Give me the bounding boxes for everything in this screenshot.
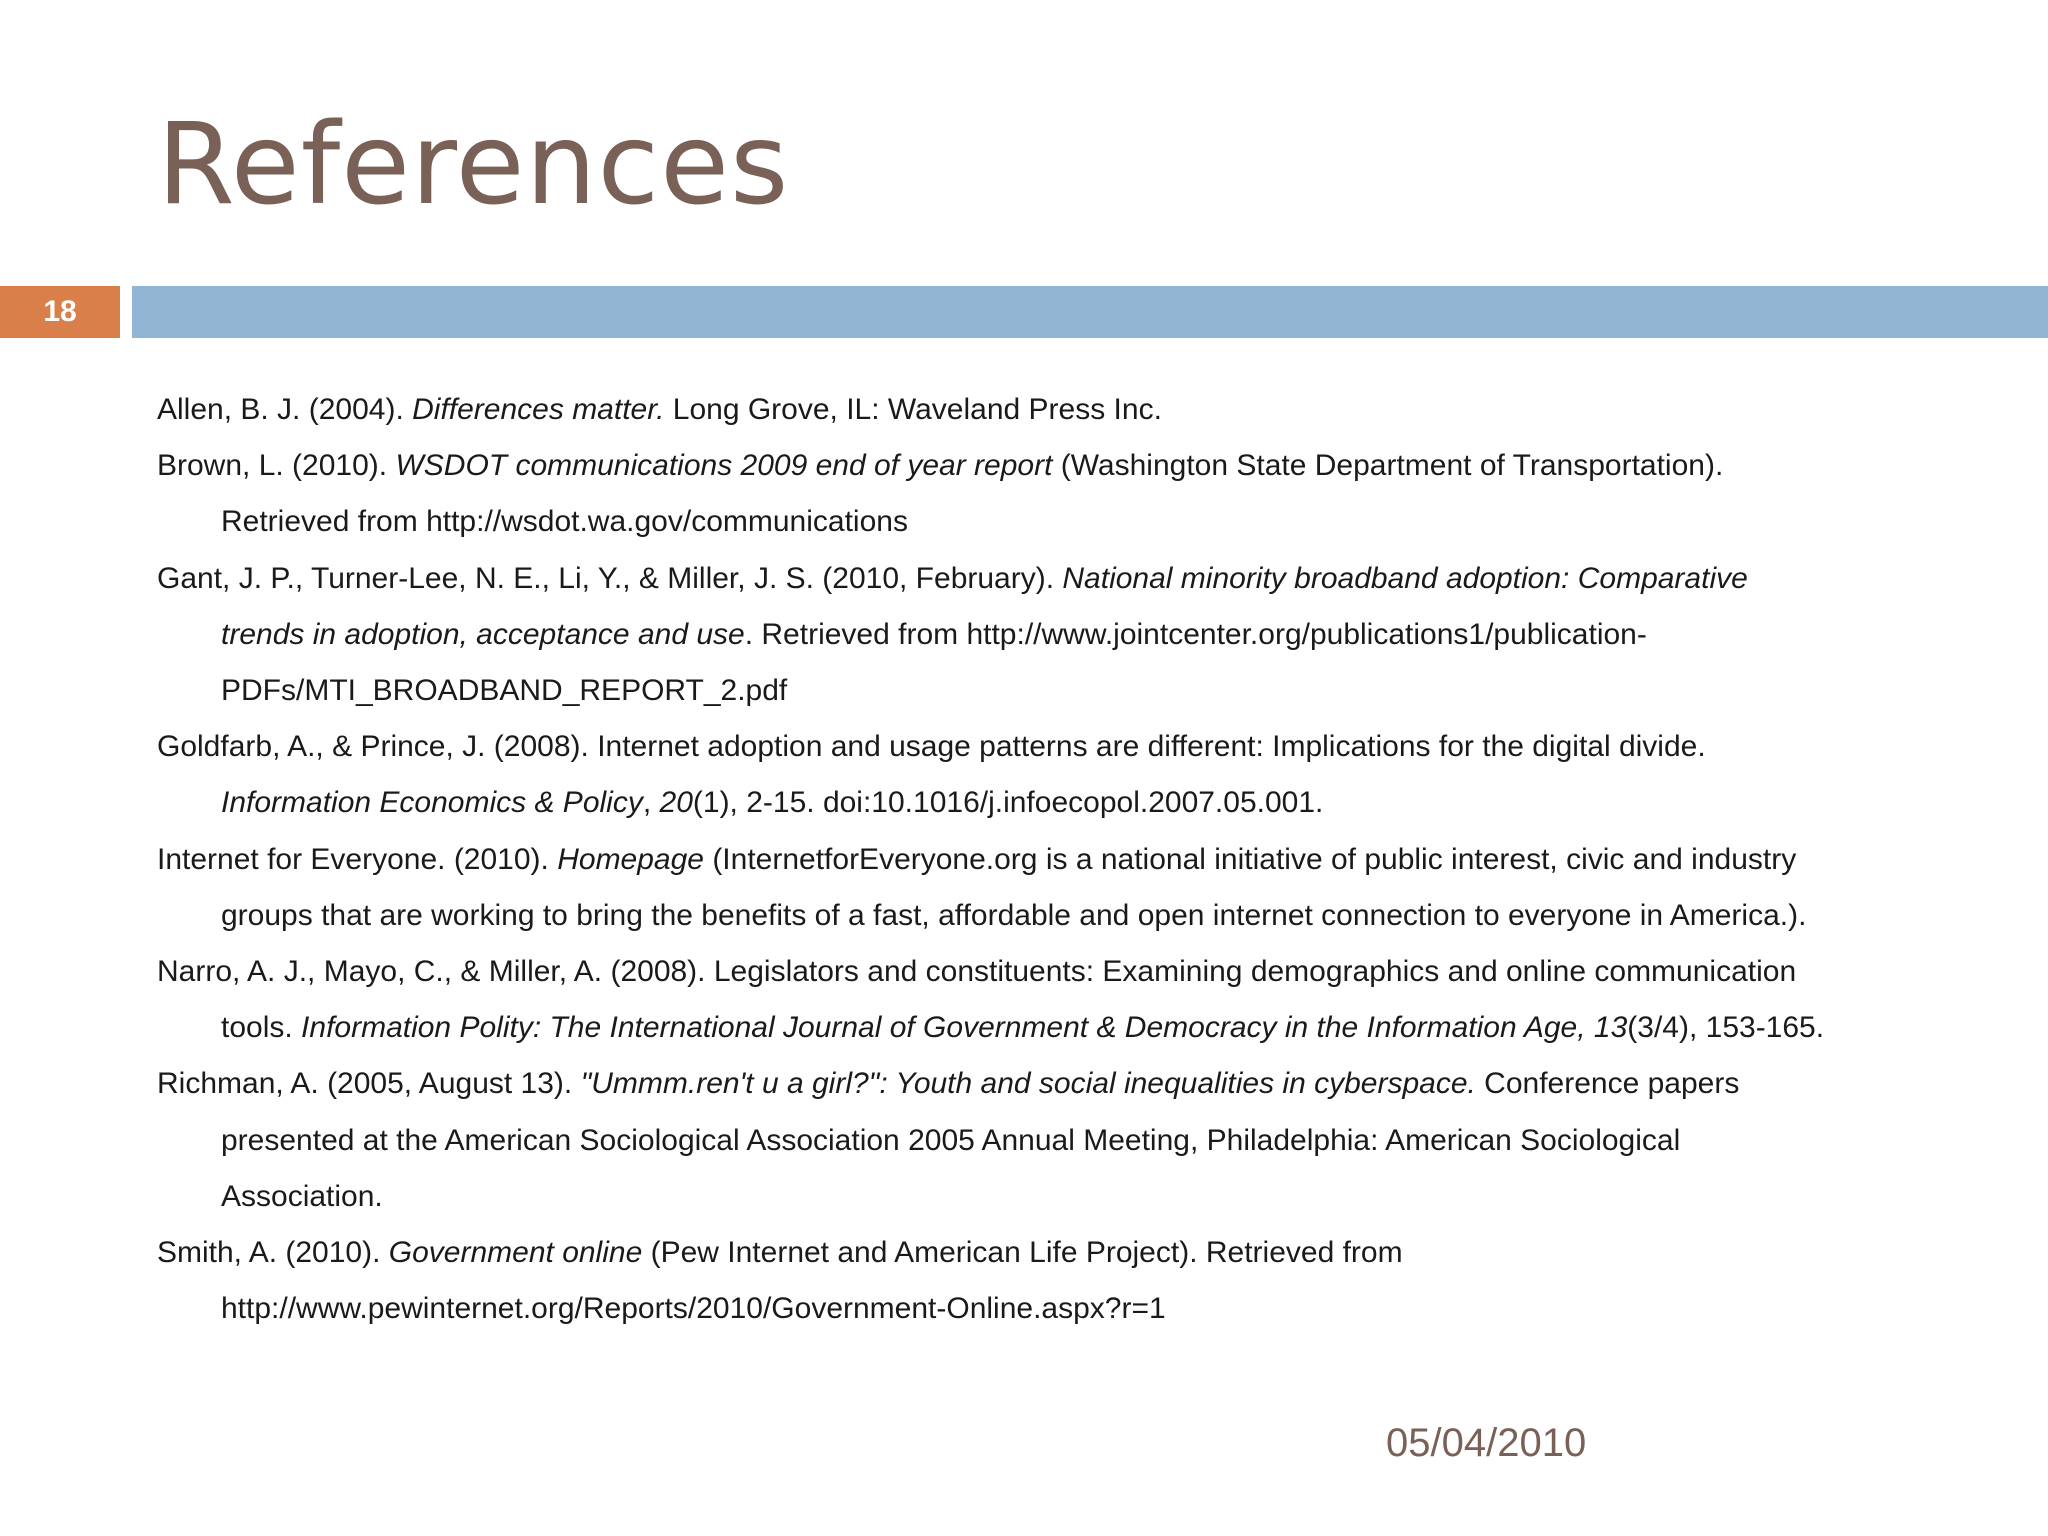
- reference-text: Internet for Everyone. (2010).: [157, 842, 558, 876]
- reference-text: (1), 2-15. doi:10.1016/j.infoecopol.2007.05.001.: [692, 786, 1324, 820]
- reference-text: "Ummm.ren't u a girl?": Youth and social inequalities in cyberspace.: [580, 1067, 1476, 1101]
- reference-text: . Retrieved from http://www.jointcenter.org/publications1/publication-: [744, 617, 1647, 651]
- reference-text: (Washington State Department of Transportation).: [1052, 449, 1724, 483]
- reference-text: (3/4), 153-165.: [1627, 1011, 1825, 1045]
- reference-entry: [157, 438, 2017, 550]
- reference-entry: [157, 1225, 2017, 1337]
- reference-text: 20: [659, 786, 693, 820]
- reference-text: presented at the American Sociological Association 2005 Annual Meeting, Philadelphia: American Sociological: [221, 1123, 1681, 1157]
- reference-text: PDFs/MTI_BROADBAND_REPORT_2.pdf: [221, 674, 788, 708]
- reference-text: Retrieved from http://wsdot.wa.gov/communications: [221, 505, 908, 539]
- reference-text: Differences matter.: [412, 393, 665, 426]
- reference-text: groups that are working to bring the benefits of a fast, affordable and open internet connection to everyone in America.).: [221, 898, 1807, 932]
- reference-text: National minority broadband adoption: Comparative: [1062, 561, 1748, 595]
- references-list: [157, 382, 2017, 1337]
- reference-text: Association.: [221, 1179, 383, 1213]
- reference-text: Brown, L. (2010).: [157, 449, 396, 483]
- reference-text: trends in adoption, acceptance and use: [221, 617, 745, 651]
- slide-date: 05/04/2010: [1386, 1421, 1587, 1465]
- reference-text: Long Grove, IL: Waveland Press Inc.: [664, 393, 1162, 426]
- reference-text: Narro, A. J., Mayo, C., & Miller, A. (2008). Legislators and constituents: Examining demographics and online communication: [157, 955, 1797, 989]
- reference-entry: [157, 944, 2017, 1056]
- reference-text: WSDOT communications 2009 end of year report: [395, 449, 1053, 483]
- reference-text: (InternetforEveryone.org is a national initiative of public interest, civic and industry: [703, 842, 1797, 876]
- reference-entry: [157, 832, 2017, 944]
- slide-title: References: [157, 100, 790, 230]
- reference-entry: [157, 382, 2017, 438]
- reference-text: Smith, A. (2010).: [157, 1236, 389, 1270]
- reference-text: Conference papers: [1475, 1067, 1740, 1101]
- reference-text: http://www.pewinternet.org/Reports/2010/Government-Online.aspx?r=1: [221, 1292, 1166, 1326]
- header-bar: [132, 286, 2048, 338]
- reference-text: ,: [642, 786, 660, 820]
- reference-text: Gant, J. P., Turner-Lee, N. E., Li, Y., & Miller, J. S. (2010, February).: [157, 561, 1063, 595]
- reference-text: Allen, B. J. (2004).: [157, 393, 413, 426]
- reference-text: Richman, A. (2005, August 13).: [157, 1067, 581, 1101]
- reference-text: Government online: [388, 1236, 643, 1270]
- reference-entry: [157, 551, 2017, 720]
- reference-text: Goldfarb, A., & Prince, J. (2008). Internet adoption and usage patterns are different: Implications for the digital divide.: [157, 730, 1706, 764]
- slide-number-badge: 18: [0, 286, 120, 338]
- reference-text: Information Economics & Policy: [221, 786, 643, 820]
- reference-entry: [157, 719, 2017, 831]
- reference-text: (Pew Internet and American Life Project). Retrieved from: [642, 1236, 1403, 1270]
- reference-text: Homepage: [557, 842, 704, 876]
- reference-entry: [157, 1056, 2017, 1225]
- reference-text: Information Polity: The International Journal of Government & Democracy in the Information Age, 13: [301, 1011, 1628, 1045]
- reference-text: tools.: [221, 1011, 302, 1045]
